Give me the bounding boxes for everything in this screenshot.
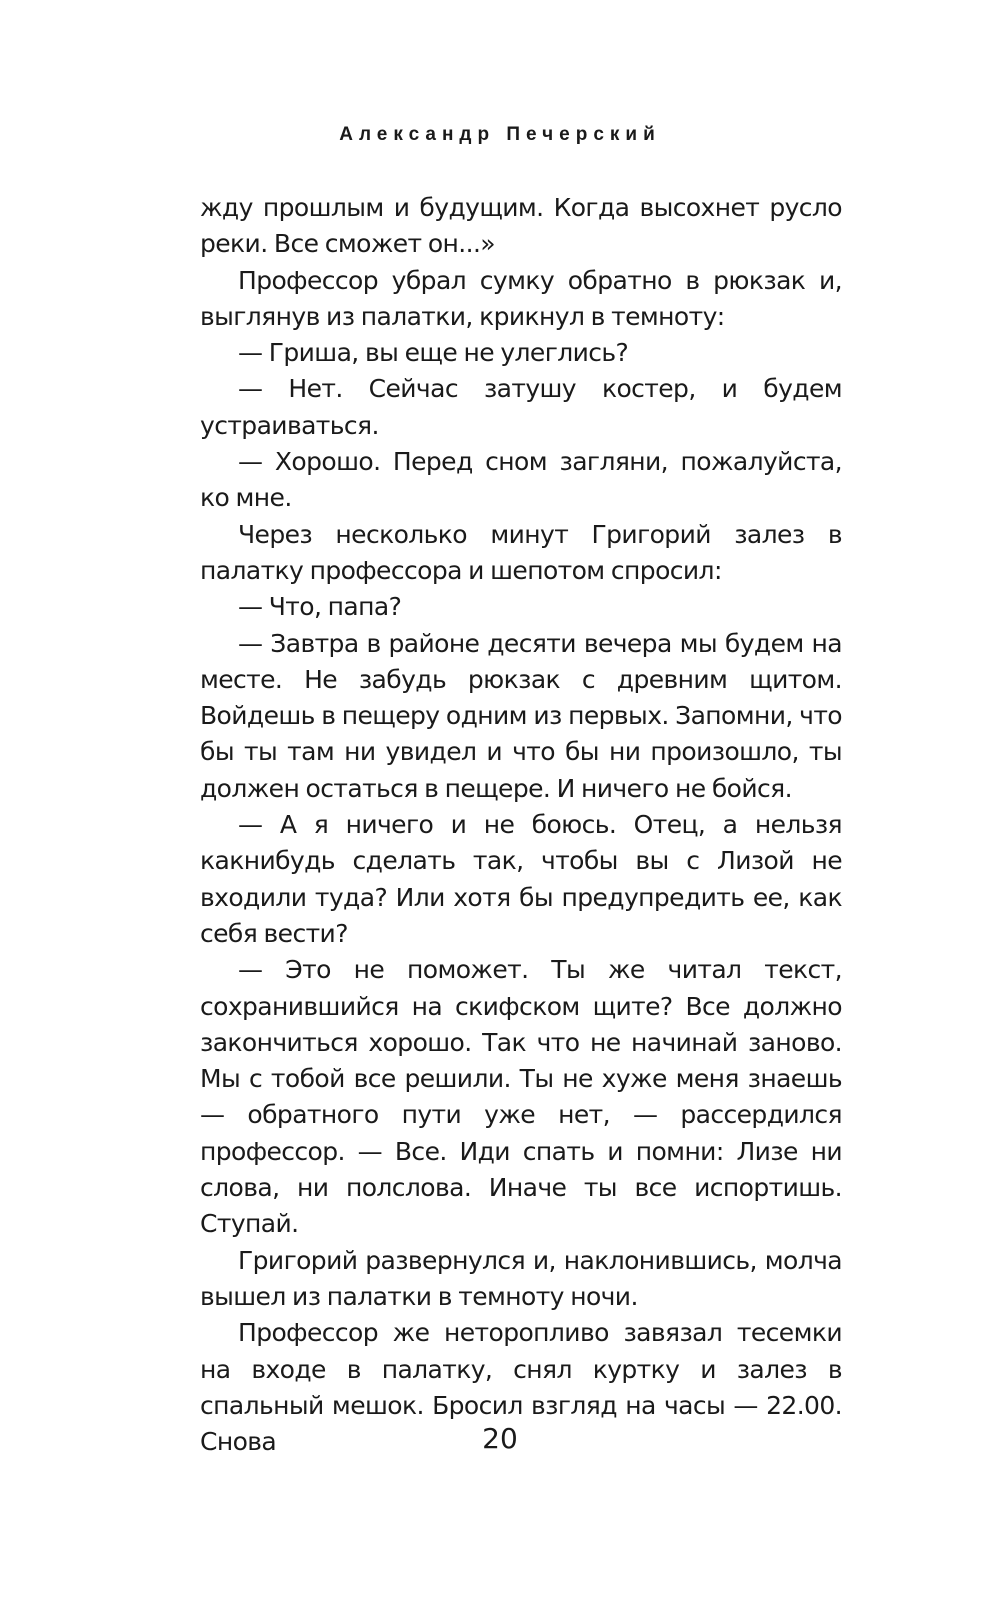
paragraph: Профессор же неторопливо завязал тесемки на входе в палатку, снял куртку и залез в спальный мешок. Бросил взгляд на часы — 22.00. Снова xyxy=(200,1318,842,1457)
page-body-text xyxy=(200,190,842,1460)
dialogue-line: — Это не поможет. Ты же читал текст, сохранившийся на скифском щите? Все должно закончиться хорошо. Так что не начинай заново. Мы с тобой все решили. Ты не хуже меня знаешь — обратного пути уже нет, — рассердился профессор. — Все. Иди спать и помни: Лизе ни слова, ни полслова. Иначе ты все испортишь. Ступай. xyxy=(200,955,842,1239)
paragraph: Через несколько минут Григорий залез в палатку профессора и шепотом спросил: xyxy=(200,519,842,585)
paragraph: Григорий развернулся и, наклонившись, молча вышел из палатки в темноту ночи. xyxy=(200,1245,842,1311)
paragraph-continuation: жду прошлым и будущим. Когда высохнет русло реки. Все сможет он...» xyxy=(200,193,842,259)
dialogue-line: — А я ничего и не боюсь. Отец, а нельзя какнибудь сделать так, чтобы вы с Лизой не входили туда? Или хотя бы предупредить ее, как себя вести? xyxy=(200,810,842,948)
dialogue-line: — Завтра в районе десяти вечера мы будем на месте. Не забудь рюкзак с древним щитом. Войдешь в пещеру одним из первых. Запомни, что бы ты там ни увидел и что бы ни произошло, ты должен остаться в пещере. И ничего не бойся. xyxy=(200,628,842,803)
dialogue-line: — Что, папа? xyxy=(238,592,402,622)
running-header-author: Александр Печерский xyxy=(339,124,661,145)
dialogue-line: — Хорошо. Перед сном загляни, пожалуйста, ко мне. xyxy=(200,447,842,513)
paragraph: Профессор убрал сумку обратно в рюкзак и, выглянув из палатки, крикнул в темноту: xyxy=(200,265,842,331)
dialogue-line: — Гриша, вы еще не улеглись? xyxy=(238,338,629,368)
page-number: 20 xyxy=(482,1422,518,1455)
dialogue-line: — Нет. Сейчас затушу костер, и будем устраиваться. xyxy=(200,374,842,440)
